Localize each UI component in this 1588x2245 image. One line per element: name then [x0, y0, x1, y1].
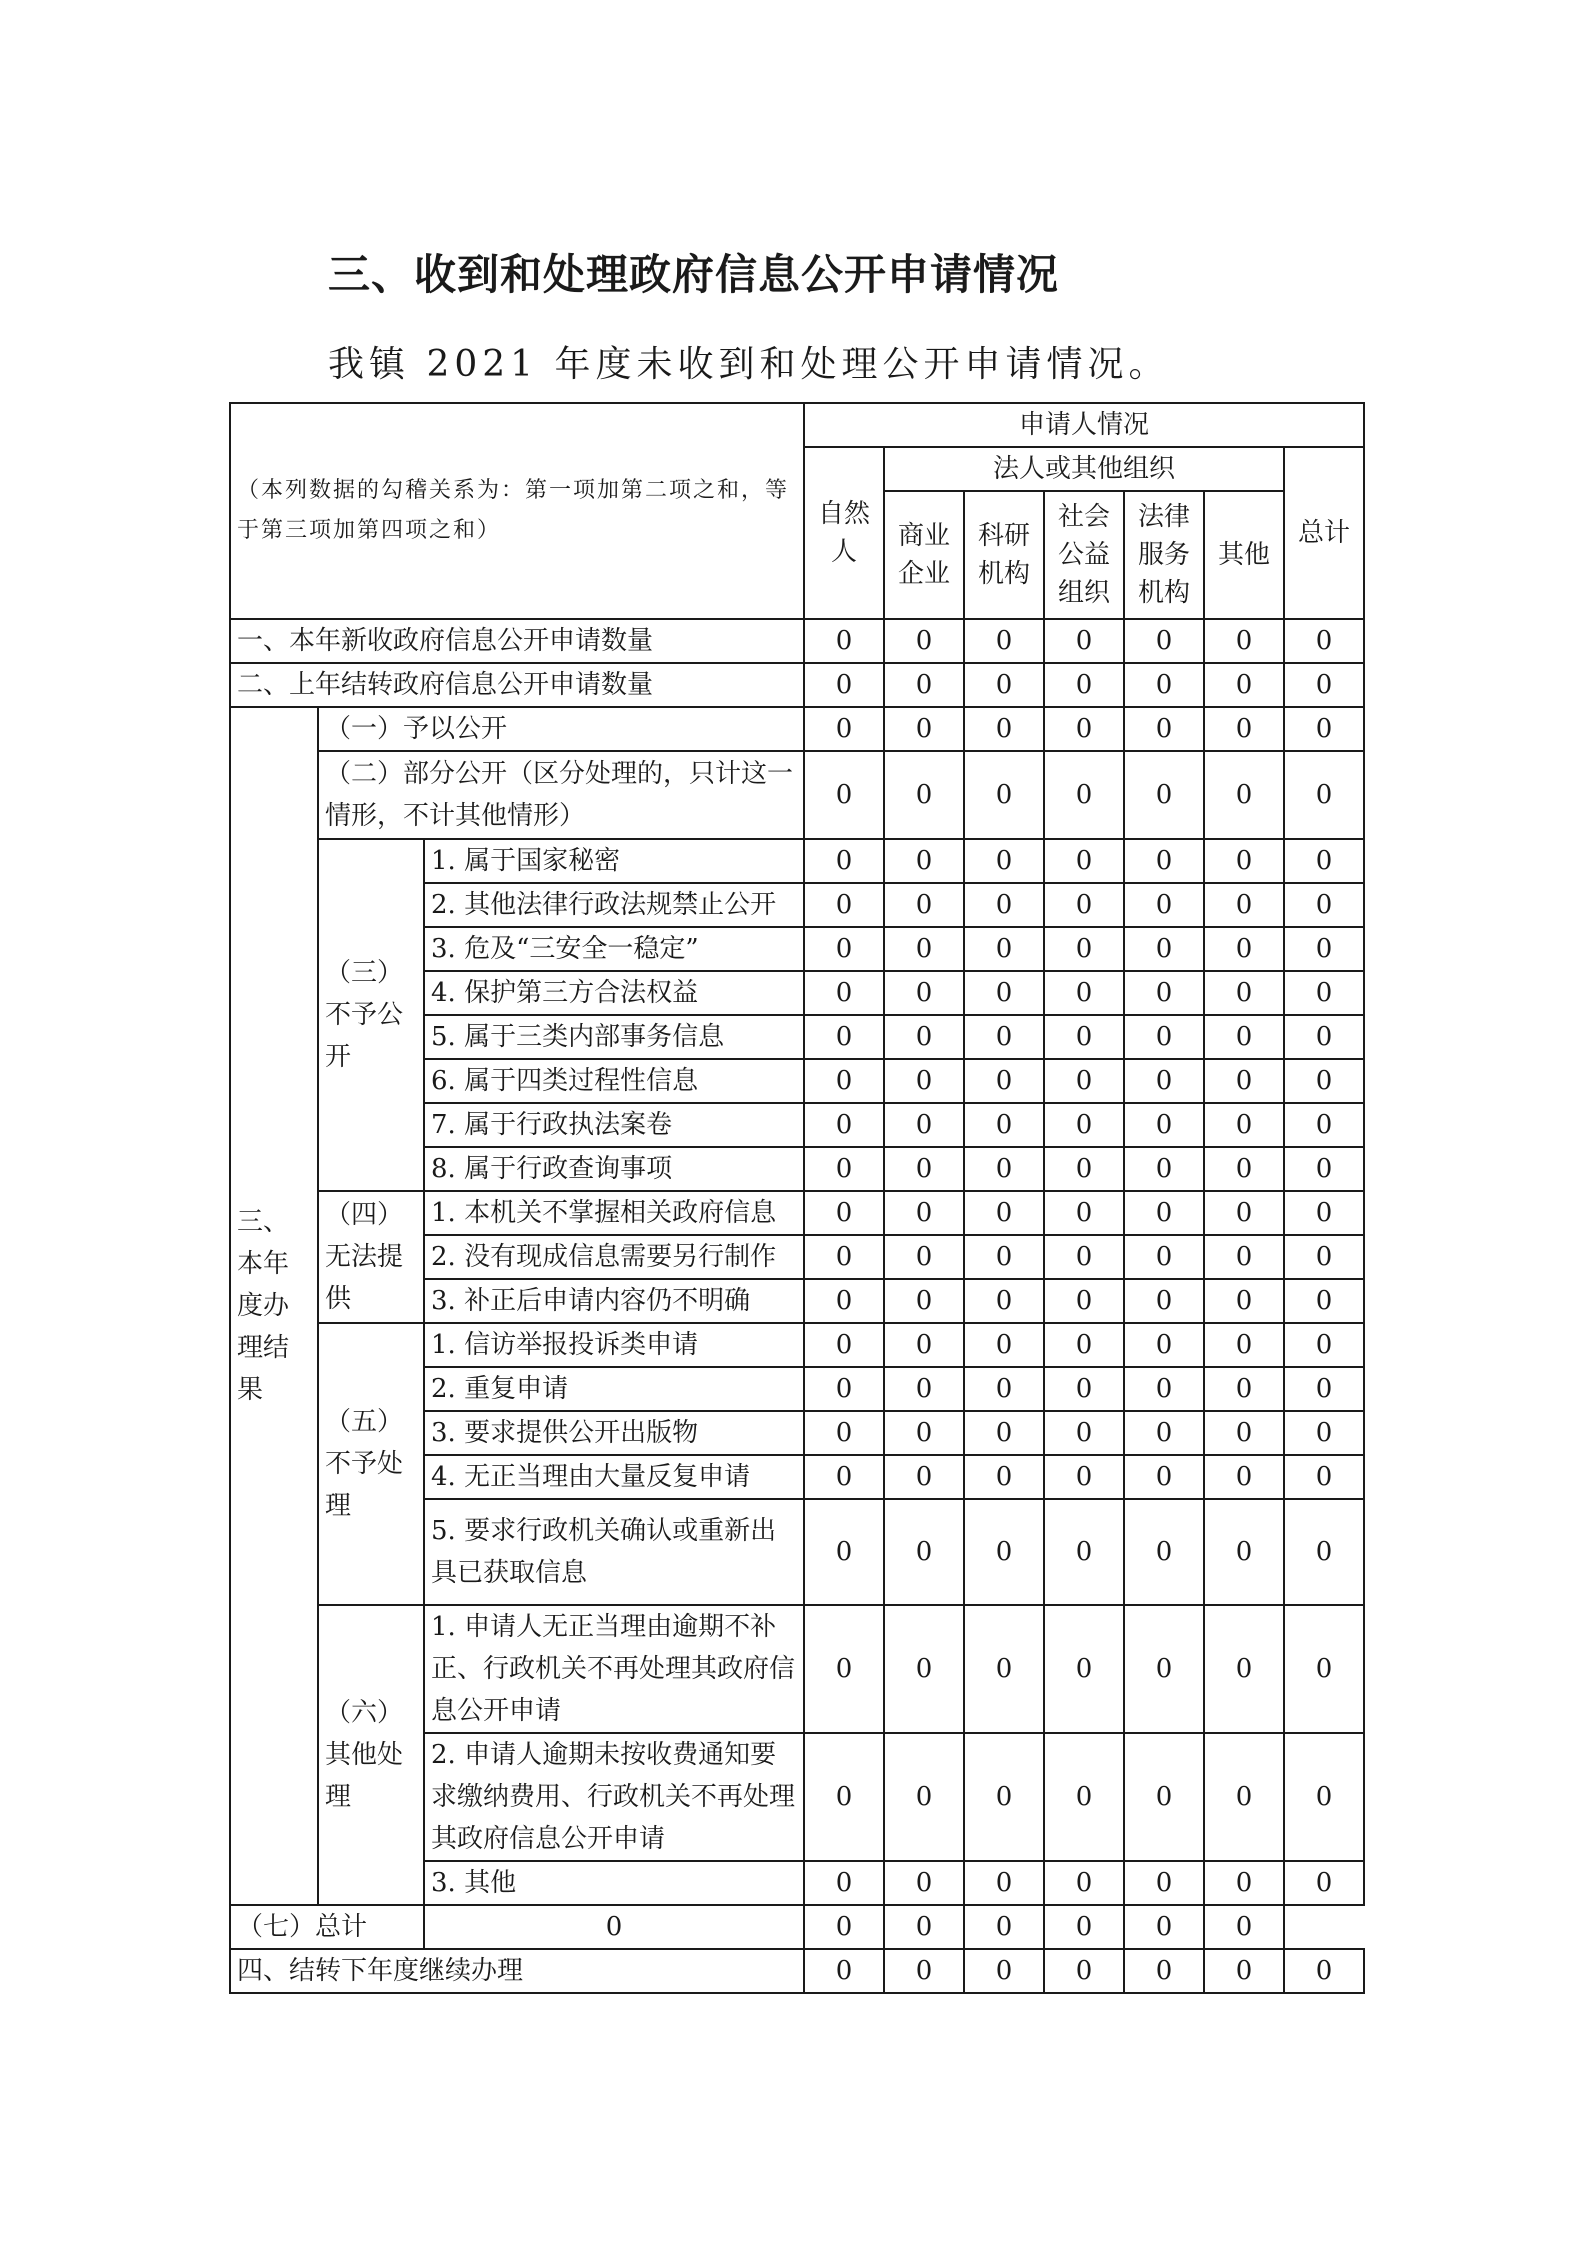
header-legal-group: 法人或其他组织 — [884, 447, 1284, 491]
header-social: 社会公益组织 — [1044, 491, 1124, 619]
value-cell: 0 — [1044, 1733, 1124, 1861]
value-cell: 0 — [1044, 707, 1124, 751]
value-cell: 0 — [884, 707, 964, 751]
value-cell: 0 — [804, 1059, 884, 1103]
table-row — [230, 1191, 1364, 1235]
value-cell: 0 — [804, 1103, 884, 1147]
value-cell: 0 — [1284, 971, 1364, 1015]
value-cell: 0 — [1124, 1103, 1204, 1147]
value-cell: 0 — [1124, 1499, 1204, 1605]
section-label-g5: （五）不予处理 — [318, 1323, 424, 1605]
value-cell: 0 — [884, 883, 964, 927]
value-cell: 0 — [964, 1411, 1044, 1455]
header-natural-person: 自然人 — [804, 447, 884, 619]
value-cell: 0 — [964, 619, 1044, 663]
value-cell: 0 — [964, 1949, 1044, 1993]
value-cell: 0 — [884, 1059, 964, 1103]
value-cell: 0 — [804, 883, 884, 927]
value-cell: 0 — [1204, 883, 1284, 927]
row-label: 4. 无正当理由大量反复申请 — [424, 1455, 804, 1499]
value-cell: 0 — [1284, 1279, 1364, 1323]
value-cell: 0 — [884, 1015, 964, 1059]
value-cell: 0 — [804, 1499, 884, 1605]
value-cell: 0 — [1124, 1191, 1204, 1235]
row-label: （一）予以公开 — [318, 707, 804, 751]
value-cell: 0 — [1124, 1367, 1204, 1411]
value-cell: 0 — [964, 1235, 1044, 1279]
value-cell: 0 — [1284, 1367, 1364, 1411]
value-cell: 0 — [1284, 1147, 1364, 1191]
value-cell: 0 — [1124, 663, 1204, 707]
value-cell: 0 — [1284, 839, 1364, 883]
value-cell: 0 — [884, 619, 964, 663]
value-cell: 0 — [1204, 1905, 1284, 1949]
value-cell: 0 — [1284, 1455, 1364, 1499]
value-cell: 0 — [1044, 1235, 1124, 1279]
value-cell: 0 — [1044, 1455, 1124, 1499]
value-cell: 0 — [1204, 1733, 1284, 1861]
row-label: 1. 申请人无正当理由逾期不补正、行政机关不再处理其政府信息公开申请 — [424, 1605, 804, 1733]
value-cell: 0 — [1204, 1103, 1284, 1147]
value-cell: 0 — [1204, 971, 1284, 1015]
value-cell: 0 — [1044, 1147, 1124, 1191]
value-cell: 0 — [1044, 1279, 1124, 1323]
value-cell: 0 — [1044, 1367, 1124, 1411]
row-label: 4. 保护第三方合法权益 — [424, 971, 804, 1015]
row-label: 2. 其他法律行政法规禁止公开 — [424, 883, 804, 927]
value-cell: 0 — [964, 1103, 1044, 1147]
value-cell: 0 — [804, 1147, 884, 1191]
row-label: 2. 申请人逾期未按收费通知要求缴纳费用、行政机关不再处理其政府信息公开申请 — [424, 1733, 804, 1861]
value-cell: 0 — [804, 1949, 884, 1993]
value-cell: 0 — [884, 1279, 964, 1323]
value-cell: 0 — [1204, 1411, 1284, 1455]
header-other: 其他 — [1204, 491, 1284, 619]
value-cell: 0 — [804, 1861, 884, 1905]
value-cell: 0 — [1044, 971, 1124, 1015]
value-cell: 0 — [1204, 1367, 1284, 1411]
value-cell: 0 — [964, 1147, 1044, 1191]
value-cell: 0 — [1284, 1733, 1364, 1861]
value-cell: 0 — [884, 1905, 964, 1949]
value-cell: 0 — [884, 1605, 964, 1733]
value-cell: 0 — [804, 1605, 884, 1733]
row-label: 5. 属于三类内部事务信息 — [424, 1015, 804, 1059]
value-cell: 0 — [964, 1499, 1044, 1605]
table-row — [230, 619, 1364, 663]
row-label: 7. 属于行政执法案卷 — [424, 1103, 804, 1147]
value-cell: 0 — [964, 927, 1044, 971]
value-cell: 0 — [884, 1367, 964, 1411]
value-cell: 0 — [1204, 1147, 1284, 1191]
value-cell: 0 — [964, 1323, 1044, 1367]
value-cell: 0 — [804, 1905, 884, 1949]
row-label: 1. 属于国家秘密 — [424, 839, 804, 883]
row-label: 5. 要求行政机关确认或重新出具已获取信息 — [424, 1499, 804, 1605]
value-cell: 0 — [1204, 839, 1284, 883]
value-cell: 0 — [1124, 971, 1204, 1015]
section-label-g3: （三）不予公开 — [318, 839, 424, 1191]
row-label: 3. 危及“三安全一稳定” — [424, 927, 804, 971]
value-cell: 0 — [1124, 619, 1204, 663]
value-cell: 0 — [1284, 663, 1364, 707]
value-cell: 0 — [1204, 619, 1284, 663]
header-commercial: 商业企业 — [884, 491, 964, 619]
value-cell: 0 — [884, 1147, 964, 1191]
table-row — [230, 751, 1364, 839]
value-cell: 0 — [1124, 1949, 1204, 1993]
value-cell: 0 — [1044, 663, 1124, 707]
value-cell: 0 — [1204, 1323, 1284, 1367]
value-cell: 0 — [1044, 883, 1124, 927]
value-cell: 0 — [804, 1411, 884, 1455]
value-cell: 0 — [964, 1905, 1044, 1949]
value-cell: 0 — [1284, 1605, 1364, 1733]
value-cell: 0 — [1284, 1411, 1364, 1455]
value-cell: 0 — [1284, 1861, 1364, 1905]
value-cell: 0 — [804, 663, 884, 707]
value-cell: 0 — [1124, 1733, 1204, 1861]
value-cell: 0 — [1124, 883, 1204, 927]
row-label: （二）部分公开（区分处理的，只计这一情形，不计其他情形） — [318, 751, 804, 839]
value-cell: 0 — [804, 927, 884, 971]
value-cell: 0 — [804, 1015, 884, 1059]
value-cell: 0 — [1284, 1235, 1364, 1279]
value-cell: 0 — [964, 839, 1044, 883]
value-cell: 0 — [1204, 1279, 1284, 1323]
value-cell: 0 — [1204, 751, 1284, 839]
value-cell: 0 — [804, 707, 884, 751]
value-cell: 0 — [1204, 1949, 1284, 1993]
section-label-s3: 三、本年度办理结果 — [230, 707, 318, 1905]
value-cell: 0 — [884, 1103, 964, 1147]
table-note: （本列数据的勾稽关系为：第一项加第二项之和，等于第三项加第四项之和） — [230, 403, 804, 619]
value-cell: 0 — [1204, 1015, 1284, 1059]
value-cell: 0 — [804, 839, 884, 883]
value-cell: 0 — [804, 1323, 884, 1367]
section-label-g6: （六）其他处理 — [318, 1605, 424, 1905]
value-cell: 0 — [1044, 839, 1124, 883]
value-cell: 0 — [1044, 1411, 1124, 1455]
value-cell: 0 — [804, 619, 884, 663]
value-cell: 0 — [1284, 751, 1364, 839]
header-research: 科研机构 — [964, 491, 1044, 619]
value-cell: 0 — [964, 751, 1044, 839]
table-row — [230, 839, 1364, 883]
value-cell: 0 — [1124, 1059, 1204, 1103]
row-label: 二、上年结转政府信息公开申请数量 — [230, 663, 804, 707]
value-cell: 0 — [884, 751, 964, 839]
value-cell: 0 — [804, 1367, 884, 1411]
value-cell: 0 — [1204, 707, 1284, 751]
row-label: 6. 属于四类过程性信息 — [424, 1059, 804, 1103]
value-cell: 0 — [1124, 1411, 1204, 1455]
value-cell: 0 — [1284, 1949, 1364, 1993]
value-cell: 0 — [1124, 1605, 1204, 1733]
value-cell: 0 — [1124, 1455, 1204, 1499]
value-cell: 0 — [1284, 927, 1364, 971]
value-cell: 0 — [1044, 1323, 1124, 1367]
value-cell: 0 — [804, 751, 884, 839]
value-cell: 0 — [1044, 1015, 1124, 1059]
value-cell: 0 — [884, 1733, 964, 1861]
value-cell: 0 — [804, 1733, 884, 1861]
value-cell: 0 — [1044, 619, 1124, 663]
row-label: 3. 要求提供公开出版物 — [424, 1411, 804, 1455]
value-cell: 0 — [804, 1455, 884, 1499]
value-cell: 0 — [884, 1499, 964, 1605]
value-cell: 0 — [1204, 1861, 1284, 1905]
value-cell: 0 — [1044, 1499, 1124, 1605]
value-cell: 0 — [1124, 751, 1204, 839]
value-cell: 0 — [1044, 1605, 1124, 1733]
value-cell: 0 — [1044, 1103, 1124, 1147]
value-cell: 0 — [964, 971, 1044, 1015]
table-row — [230, 1323, 1364, 1367]
value-cell: 0 — [1204, 1191, 1284, 1235]
value-cell: 0 — [964, 1455, 1044, 1499]
row-label: 一、本年新收政府信息公开申请数量 — [230, 619, 804, 663]
value-cell: 0 — [1044, 1949, 1124, 1993]
row-label: 3. 其他 — [424, 1861, 804, 1905]
value-cell: 0 — [1204, 1499, 1284, 1605]
value-cell: 0 — [1124, 927, 1204, 971]
value-cell: 0 — [884, 663, 964, 707]
value-cell: 0 — [1044, 1191, 1124, 1235]
value-cell: 0 — [1284, 1015, 1364, 1059]
value-cell: 0 — [884, 927, 964, 971]
header-total: 总计 — [1284, 447, 1364, 619]
value-cell: 0 — [1044, 1905, 1124, 1949]
value-cell: 0 — [964, 707, 1044, 751]
value-cell: 0 — [1204, 1059, 1284, 1103]
row-label: 2. 没有现成信息需要另行制作 — [424, 1235, 804, 1279]
value-cell: 0 — [804, 971, 884, 1015]
value-cell: 0 — [884, 1323, 964, 1367]
value-cell: 0 — [804, 1235, 884, 1279]
value-cell: 0 — [1124, 1015, 1204, 1059]
value-cell: 0 — [1284, 1499, 1364, 1605]
header-legal-service: 法律服务机构 — [1124, 491, 1204, 619]
table-row — [230, 707, 1364, 751]
value-cell: 0 — [1124, 1323, 1204, 1367]
value-cell: 0 — [1284, 1191, 1364, 1235]
value-cell: 0 — [1284, 1323, 1364, 1367]
value-cell: 0 — [1124, 1235, 1204, 1279]
value-cell: 0 — [424, 1905, 804, 1949]
row-label: 2. 重复申请 — [424, 1367, 804, 1411]
value-cell: 0 — [1124, 1905, 1204, 1949]
value-cell: 0 — [964, 1059, 1044, 1103]
value-cell: 0 — [964, 1733, 1044, 1861]
value-cell: 0 — [964, 883, 1044, 927]
value-cell: 0 — [1284, 707, 1364, 751]
value-cell: 0 — [884, 1411, 964, 1455]
table-row — [230, 1605, 1364, 1733]
value-cell: 0 — [1204, 663, 1284, 707]
value-cell: 0 — [1204, 1605, 1284, 1733]
value-cell: 0 — [964, 1861, 1044, 1905]
row-label: 1. 本机关不掌握相关政府信息 — [424, 1191, 804, 1235]
row-label: 1. 信访举报投诉类申请 — [424, 1323, 804, 1367]
row-label: 四、结转下年度继续办理 — [230, 1949, 804, 1993]
intro-text: 我镇 2021 年度未收到和处理公开申请情况。 — [328, 344, 1170, 385]
value-cell: 0 — [1124, 1147, 1204, 1191]
application-table — [229, 402, 1365, 1994]
value-cell: 0 — [1044, 1059, 1124, 1103]
table-row — [230, 663, 1364, 707]
value-cell: 0 — [1124, 1861, 1204, 1905]
value-cell: 0 — [884, 1455, 964, 1499]
value-cell: 0 — [1204, 1455, 1284, 1499]
value-cell: 0 — [1284, 619, 1364, 663]
section-heading: 三、收到和处理政府信息公开申请情况 — [328, 250, 1060, 299]
value-cell: 0 — [1044, 927, 1124, 971]
value-cell: 0 — [964, 1191, 1044, 1235]
value-cell: 0 — [1204, 1235, 1284, 1279]
value-cell: 0 — [1124, 707, 1204, 751]
row-label: （七）总计 — [230, 1905, 424, 1949]
row-label: 8. 属于行政查询事项 — [424, 1147, 804, 1191]
value-cell: 0 — [1204, 927, 1284, 971]
value-cell: 0 — [964, 663, 1044, 707]
header-applicant: 申请人情况 — [804, 403, 1364, 447]
value-cell: 0 — [964, 1015, 1044, 1059]
value-cell: 0 — [884, 1861, 964, 1905]
value-cell: 0 — [1284, 1059, 1364, 1103]
value-cell: 0 — [804, 1191, 884, 1235]
table-row — [230, 1949, 1364, 1993]
value-cell: 0 — [1124, 1279, 1204, 1323]
value-cell: 0 — [1044, 751, 1124, 839]
value-cell: 0 — [1124, 839, 1204, 883]
value-cell: 0 — [964, 1605, 1044, 1733]
value-cell: 0 — [1284, 1103, 1364, 1147]
section-label-g4: （四）无法提供 — [318, 1191, 424, 1323]
value-cell: 0 — [884, 1949, 964, 1993]
value-cell: 0 — [884, 971, 964, 1015]
value-cell: 0 — [884, 839, 964, 883]
value-cell: 0 — [884, 1191, 964, 1235]
table-row — [230, 1905, 1364, 1949]
value-cell: 0 — [964, 1367, 1044, 1411]
value-cell: 0 — [804, 1279, 884, 1323]
value-cell: 0 — [964, 1279, 1044, 1323]
value-cell: 0 — [884, 1235, 964, 1279]
value-cell: 0 — [1284, 883, 1364, 927]
value-cell: 0 — [1044, 1861, 1124, 1905]
row-label: 3. 补正后申请内容仍不明确 — [424, 1279, 804, 1323]
